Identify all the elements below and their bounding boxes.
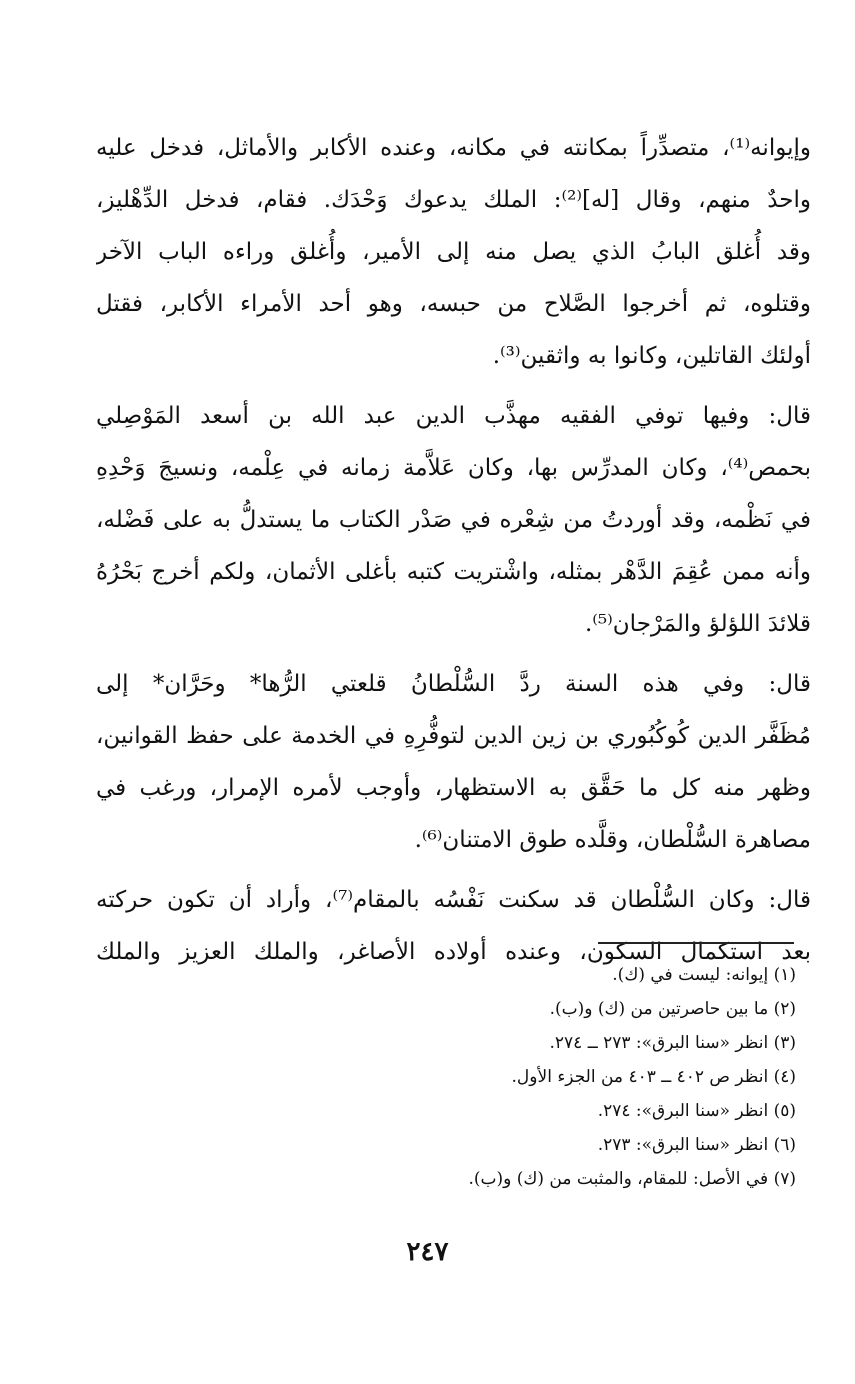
footnote: (٤) انظر ص ٤٠٢ ــ ٤٠٣ من الجزء الأول. [511, 1067, 796, 1087]
text-line: قال: وفي هذه السنة ردَّ السُّلْطانُ قلعتي الرُّها* وحَرَّان* إلى [96, 671, 811, 697]
text-line: وظهر منه كل ما حَقَّق به الاستظهار، وأوجب لأمره الإمرار، ورغب في [96, 775, 811, 801]
page-number: ٢٤٧ [406, 1237, 449, 1267]
footnote: (٢) ما بين حاصرتين من (ك) و(ب). [549, 999, 796, 1019]
text-line: قال: وفيها توفي الفقيه مهذَّب الدين عبد الله بن أسعد المَوْصِلي [96, 403, 811, 429]
text-line: مصاهرة السُّلْطان، وقلَّده طوق الامتنان⁽⁶⁾. [414, 827, 811, 853]
paragraph-1 [96, 122, 811, 382]
footnote: (٦) انظر «سنا البرق»: ٢٧٣. [597, 1135, 796, 1155]
footnotes [96, 958, 796, 1196]
paragraph-3 [96, 658, 811, 866]
text-line: وقتلوه، ثم أخرجوا الصَّلاح من حبسه، وهو أحد الأمراء الأكابر، فقتل [96, 291, 811, 317]
paragraph-2 [96, 390, 811, 650]
text-line: قلائدَ اللؤلؤ والمَرْجان⁽⁵⁾. [584, 611, 811, 637]
footnote: (٣) انظر «سنا البرق»: ٢٧٣ ــ ٢٧٤. [549, 1033, 796, 1053]
footnote-separator [598, 942, 794, 944]
text-line: وقد أُغلق البابُ الذي يصل منه إلى الأمير، وأُغلق وراءه الباب الآخر [96, 239, 811, 265]
text-line: بعد استكمال السكون، وعنده أولاده الأصاغر، والملك العزيز والملك [96, 939, 811, 965]
text-line: قال: وكان السُّلْطان قد سكنت نَفْسُه بالمقام⁽⁷⁾، وأراد أن تكون حركته [96, 887, 811, 913]
footnote: (٥) انظر «سنا البرق»: ٢٧٤. [597, 1101, 796, 1121]
text-line: واحدٌ منهم، وقال [له]⁽²⁾: الملك يدعوك وَحْدَك. فقام، فدخل الدِّهْليز، [96, 187, 811, 213]
text-line: في نَظْمه، وقد أوردتُ من شِعْره في صَدْر الكتاب ما يستدلُّ به على فَضْله، [96, 507, 811, 533]
footnote: (١) إيوانه: ليست في (ك). [612, 965, 796, 985]
text-line: بحمص⁽⁴⁾، وكان المدرِّس بها، وكان عَلاَّمة زمانه في عِلْمه، ونسيجَ وَحْدِهِ [96, 455, 811, 481]
text-line: وأنه ممن عُقِمَ الدَّهْر بمثله، واشْتريت كتبه بأغلى الأثمان، ولكم أخرج بَحْرُهُ [96, 559, 811, 585]
text-line: مُظَفَّر الدين كُوكُبُوري بن زين الدين لتوفُّرِهِ في الخدمة على حفظ القوانين، [96, 723, 811, 749]
main-text [96, 122, 811, 986]
footnote: (٧) في الأصل: للمقام، والمثبت من (ك) و(ب). [468, 1169, 796, 1189]
text-line: أولئك القاتلين، وكانوا به واثقين⁽³⁾. [492, 343, 811, 369]
text-line: وإيوانه⁽¹⁾، متصدِّراً بمكانته في مكانه، وعنده الأكابر والأماثل، فدخل عليه [96, 135, 811, 161]
